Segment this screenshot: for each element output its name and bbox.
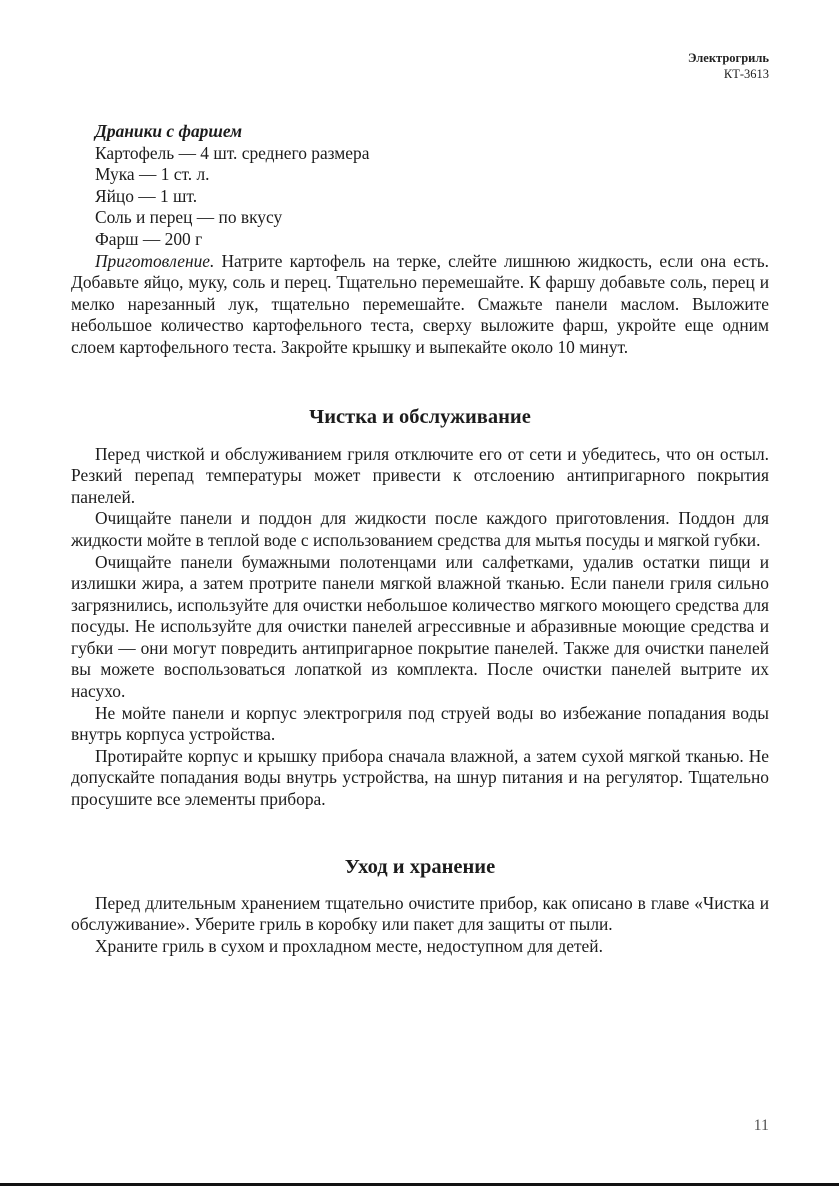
cleaning-heading: Чистка и обслуживание bbox=[309, 405, 531, 428]
recipe-method bbox=[71, 251, 769, 359]
cleaning-paragraph: Протирайте корпус и крышку прибора сначала влажной, а затем сухой мягкой тканью. Не допускайте попадания воды внутрь устройства, на шнур питания и на регулятор. Тщательно просушите все элементы прибора. bbox=[71, 745, 769, 810]
bottom-divider bbox=[0, 1183, 839, 1186]
care-heading: Уход и хранение bbox=[344, 855, 496, 878]
care-paragraph: Храните гриль в сухом и прохладном месте, недоступном для детей. bbox=[95, 935, 603, 956]
ingredient-item: Яйцо — 1 шт. bbox=[95, 185, 198, 206]
cleaning-paragraph: Очищайте панели бумажными полотенцами или салфетками, удалив остатки пищи и излишки жира, а затем протрите панели мягкой влажной тканью. Если панели гриля сильно загрязнились, используйте для очистки небольшое количество мягкого моющего средства для посуды. Не используйте для очистки панелей агрессивные и абразивные моющие средства и губки — они могут повредить антипригарное покрытие панелей. Также для очистки панелей вы можете воспользоваться лопаткой из комплекта. После очистки панелей вытрите их насухо. bbox=[71, 551, 769, 702]
page-content bbox=[71, 121, 769, 957]
cleaning-paragraph: Очищайте панели и поддон для жидкости после каждого приготовления. Поддон для жидкости мойте в теплой воде с использованием средства для мытья посуды и мягкой губки. bbox=[71, 508, 769, 550]
care-section bbox=[71, 893, 769, 958]
header-product-name: Электрогриль bbox=[687, 51, 769, 65]
page-number: 11 bbox=[753, 1117, 769, 1134]
recipe-method-label: Приготовление. bbox=[95, 250, 215, 271]
care-paragraph: Перед длительным хранением тщательно очистите прибор, как описано в главе «Чистка и обслуживание». Уберите гриль в коробку или пакет для защиты от пыли. bbox=[71, 892, 769, 935]
cleaning-paragraph: Перед чисткой и обслуживанием гриля отключите его от сети и убедитесь, что он остыл. Резкий перепад температуры может привести к отслоению антипригарного покрытия панелей. bbox=[71, 443, 769, 507]
recipe-title: Драники с фаршем bbox=[95, 121, 243, 141]
ingredient-item: Фарш — 200 г bbox=[95, 228, 203, 249]
recipe-section bbox=[71, 121, 769, 359]
ingredient-item: Соль и перец — по вкусу bbox=[95, 207, 283, 228]
cleaning-paragraph: Не мойте панели и корпус электрогриля под струей воды во избежание попадания воды внутрь корпуса устройства. bbox=[71, 702, 769, 745]
cleaning-section bbox=[71, 444, 769, 811]
page-header bbox=[688, 50, 769, 82]
recipe-method-text: Натрите картофель на терке, слейте лишнюю жидкость, если она есть. Добавьте яйцо, муку, соль и перец. Тщательно перемешайте. К фаршу добавьте соль, перец и мелко нарезанный лук, тщательно перемешайте. Смажьте панели маслом. Выложите небольшое количество картофельного теста, сверху выложите фарш, укройте еще одним слоем картофельного теста. Закройте крышку и выпекайте около 10 минут. bbox=[71, 250, 769, 357]
ingredient-item: Мука — 1 ст. л. bbox=[95, 164, 210, 185]
header-model-number: КТ-3613 bbox=[723, 67, 769, 81]
ingredient-item: Картофель — 4 шт. среднего размера bbox=[95, 142, 370, 163]
